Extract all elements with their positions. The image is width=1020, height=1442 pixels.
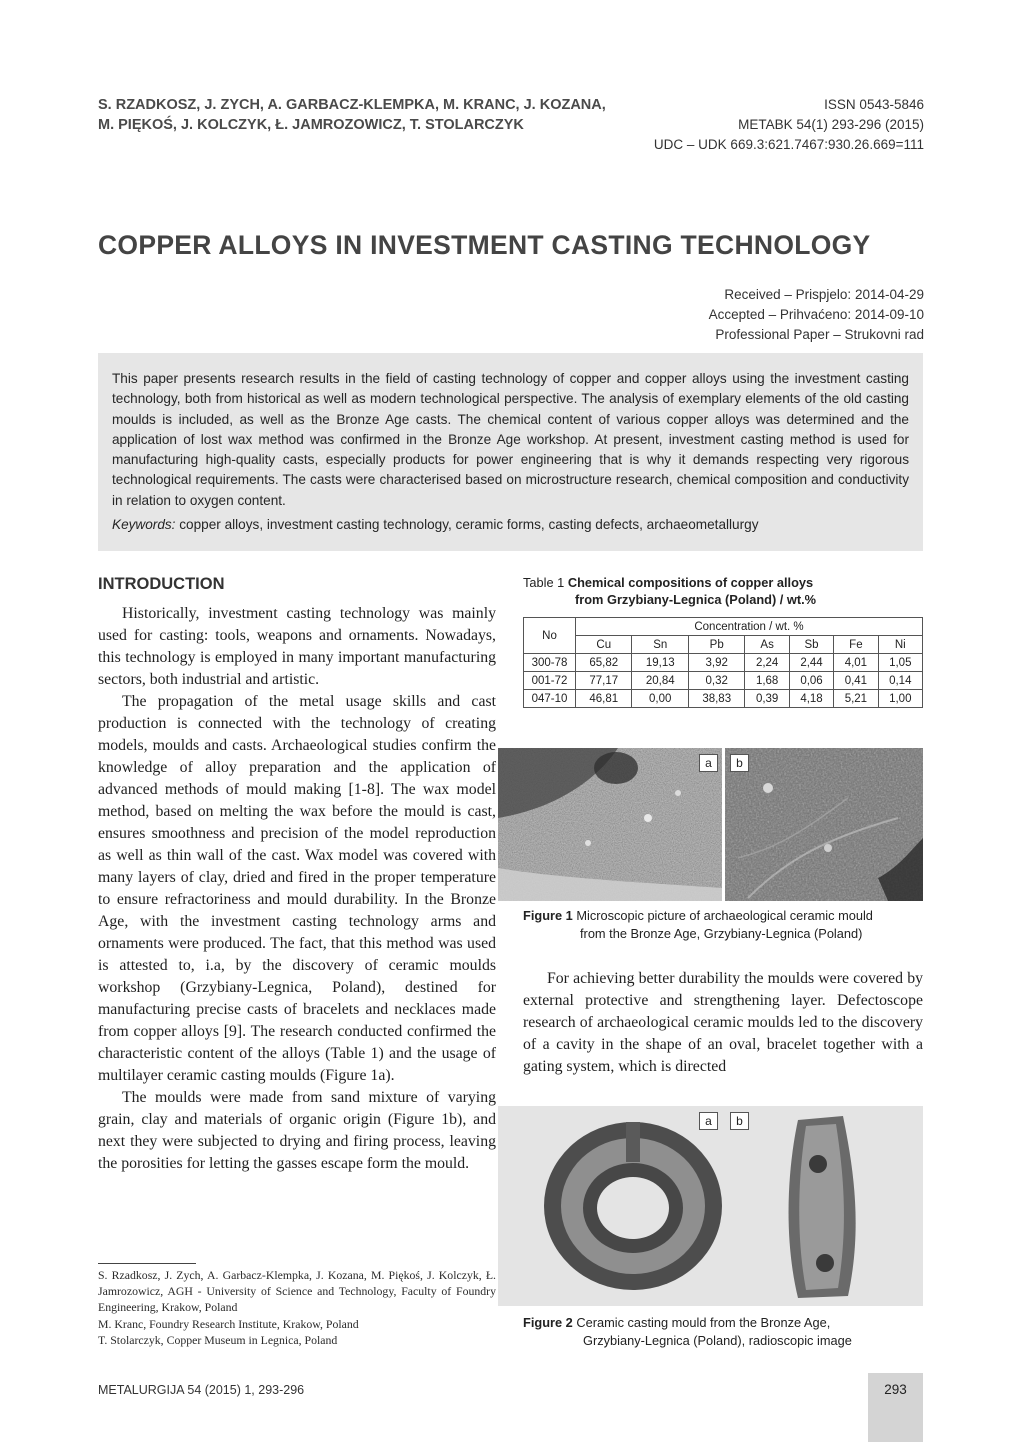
table-cell: 0,39 <box>745 690 789 708</box>
table-cell: 20,84 <box>632 672 688 690</box>
table-row <box>524 672 923 690</box>
table-cell: 19,13 <box>632 654 688 672</box>
table-cell: 2,24 <box>745 654 789 672</box>
left-column <box>98 573 496 1175</box>
paper-dates <box>709 285 924 345</box>
table-cell: 4,18 <box>789 690 833 708</box>
table-cell: 0,32 <box>688 672 744 690</box>
intro-paragraph-2: The propagation of the metal usage skills and cast production is connected with the technology of creating models, moulds and casts. Archaeological studies confirm the knowledge of alloy preparation and the application of advanced methods of mould making [1-8]. The wax model method, based on melting the wax before the mould is cast, ensures smoothness and precision of the model reproduction as well as thin wall of the cast. Wax model was covered with many layers of clay, dried and fired in the proper temperature to ensure refractoriness and mould durability. In the Bronze Age, with the investment casting technology arms and ornaments were produced. The fact, that this method was used is attested to, i.a, by the discovery of ceramic moulds workshop (Grzybiany-Legnica, Poland), destined for manufacturing precise casts of bracelets and necklaces made from copper alloys [9]. The research conducted confirmed the characteristic content of the alloys (Table 1) and the usage of multilayer ceramic casting moulds (Figure 1a). <box>98 693 496 1084</box>
figure-1-cap-line-1: Microscopic picture of archaeological ceramic mould <box>572 908 873 923</box>
keywords-text: copper alloys, investment casting technology, ceramic forms, casting defects, archaeometallurgy <box>175 517 759 533</box>
table-cell: 2,44 <box>789 654 833 672</box>
udc: UDC – UDK 669.3:621.7467:930.26.669=111 <box>653 137 924 152</box>
table-col-header: Fe <box>834 636 878 654</box>
figure-2-caption <box>523 1314 923 1350</box>
paper-title: COPPER ALLOYS IN INVESTMENT CASTING TECHNOLOGY <box>98 230 871 260</box>
figure-2a-image <box>544 1122 722 1290</box>
issn: ISSN 0543-5846 <box>824 97 924 112</box>
figure-1b-image <box>725 748 923 901</box>
authors-line-1: S. RZADKOSZ, J. ZYCH, A. GARBACZ-KLEMPKA, M. KRANC, J. KOZANA, <box>98 97 606 113</box>
figure-2-radiograph <box>498 1106 923 1306</box>
table-cell: 1,00 <box>878 690 922 708</box>
footnote-affiliation-1: S. Rzadkosz, J. Zych, A. Garbacz-Klempka, J. Kozana, M. Piękoś, J. Kolczyk, Ł. Jamrozowicz, AGH - University of Science and Technology, Faculty of Foundry Engineering, Krakow, Poland <box>98 1268 496 1315</box>
figure-1-caption <box>523 907 923 943</box>
table-cell: 1,68 <box>745 672 789 690</box>
table-cell: 0,14 <box>878 672 922 690</box>
table-cell: 4,01 <box>834 654 878 672</box>
footnote-affiliation-3: T. Stolarczyk, Copper Museum in Legnica, Poland <box>98 1332 338 1347</box>
intro-paragraph-1: Historically, investment casting technology was mainly used for casting: tools, weapons and ornaments. Nowadays, this technology is employed in many important manufacturing sectors, both industrial and artistic. <box>98 605 496 688</box>
journal-footer: METALURGIJA 54 (2015) 1, 293-296 <box>98 1383 305 1397</box>
figure-1-cap-line-2: from the Bronze Age, Grzybiany-Legnica (Poland) <box>580 926 863 941</box>
figure-2-cap-line-2: Grzybiany-Legnica (Poland), radioscopic image <box>583 1333 852 1348</box>
table-cell: 0,00 <box>632 690 688 708</box>
table-title-2: from Grzybiany-Legnica (Poland) / wt.% <box>575 592 817 607</box>
abstract-box <box>98 353 923 551</box>
table-cell: 77,17 <box>576 672 632 690</box>
right-paragraph: For achieving better durability the moulds were covered by external protective and strengthening layer. Defectoscope research of archaeological ceramic moulds led to the discovery of a cavity in the shape of an oval, bracelet together with a gating system, which is directed <box>523 970 923 1075</box>
composition-table <box>523 617 923 708</box>
author-list <box>98 95 658 135</box>
table-col-header: Sb <box>789 636 833 654</box>
keywords-label: Keywords: <box>112 517 176 533</box>
journal-meta <box>654 95 924 155</box>
figure-2-cap-label: Figure 2 <box>523 1315 573 1330</box>
table-row <box>524 654 923 672</box>
abstract-text: This paper presents research results in the field of casting technology of copper and copper alloys using the investment casting technology, both from historical as well as modern technological perspective. The analysis of exemplary elements of the old casting moulds is included, as well as the Bronze Age casts. The chemical content of various copper alloys was determined and the application of lost wax method was confirmed in the Bronze Age workshop. At present, investment casting method is used for manufacturing high-quality casts, especially products for power engineering that is why it demands respecting very rigorous technological requirements. The casts were characterised based on microstructure research, chemical composition and conductivity in relation to oxygen content. <box>112 371 909 508</box>
table-title-1: Chemical compositions of copper alloys <box>567 575 814 590</box>
figure-2b-image <box>789 1116 856 1298</box>
table-cell: 3,92 <box>688 654 744 672</box>
table-cell: 38,83 <box>688 690 744 708</box>
paper-type: Professional Paper – Strukovni rad <box>715 327 924 342</box>
table-col-header: Pb <box>688 636 744 654</box>
table-cell: 65,82 <box>576 654 632 672</box>
table-col-header: As <box>745 636 789 654</box>
figure-2-label-a: a <box>699 1112 718 1130</box>
figure-1-label-a: a <box>699 754 718 772</box>
table-header-no: No <box>524 618 576 654</box>
figure-1a-image <box>498 748 722 901</box>
page-number-tab <box>868 1373 923 1442</box>
table-col-header: Sn <box>632 636 688 654</box>
table-cell: 5,21 <box>834 690 878 708</box>
table-label: Table 1 <box>523 575 565 590</box>
figure-2-label-b: b <box>730 1112 749 1130</box>
table-cell-no: 001-72 <box>524 672 576 690</box>
authors-line-2: M. PIĘKOŚ, J. KOLCZYK, Ł. JAMROZOWICZ, T. STOLARCZYK <box>98 117 524 133</box>
table-caption <box>523 574 923 608</box>
figure-1-cap-label: Figure 1 <box>523 908 573 923</box>
figure-2-cap-line-1: Ceramic casting mould from the Bronze Age, <box>572 1315 831 1330</box>
table-col-header: Cu <box>576 636 632 654</box>
table-cell: 1,05 <box>878 654 922 672</box>
footnotes <box>98 1267 496 1348</box>
metabk: METABK 54(1) 293-296 (2015) <box>738 117 924 132</box>
table-header-concentration: Concentration / wt. % <box>576 618 923 636</box>
table-cell: 0,41 <box>834 672 878 690</box>
table-cell-no: 300-78 <box>524 654 576 672</box>
keywords <box>112 515 909 535</box>
footnote-affiliation-2: M. Kranc, Foundry Research Institute, Krakow, Poland <box>98 1316 359 1331</box>
table-row <box>524 690 923 708</box>
figure-1-label-b: b <box>730 754 749 772</box>
received-date: Received – Prispjelo: 2014-04-29 <box>724 287 924 302</box>
table-col-header: Ni <box>878 636 922 654</box>
intro-paragraph-3: The moulds were made from sand mixture of varying grain, clay and materials of organic origin (Figure 1b), and next they were subjected to drying and firing process, leaving the porosities for letting the gasses escape form the mould. <box>98 1089 496 1172</box>
table-cell: 46,81 <box>576 690 632 708</box>
footnote-divider <box>98 1263 196 1264</box>
table-cell: 0,06 <box>789 672 833 690</box>
table-cell-no: 047-10 <box>524 690 576 708</box>
accepted-date: Accepted – Prihvaćeno: 2014-09-10 <box>708 307 924 322</box>
section-heading-introduction: INTRODUCTION <box>98 575 225 593</box>
page-number: 293 <box>884 1382 907 1397</box>
